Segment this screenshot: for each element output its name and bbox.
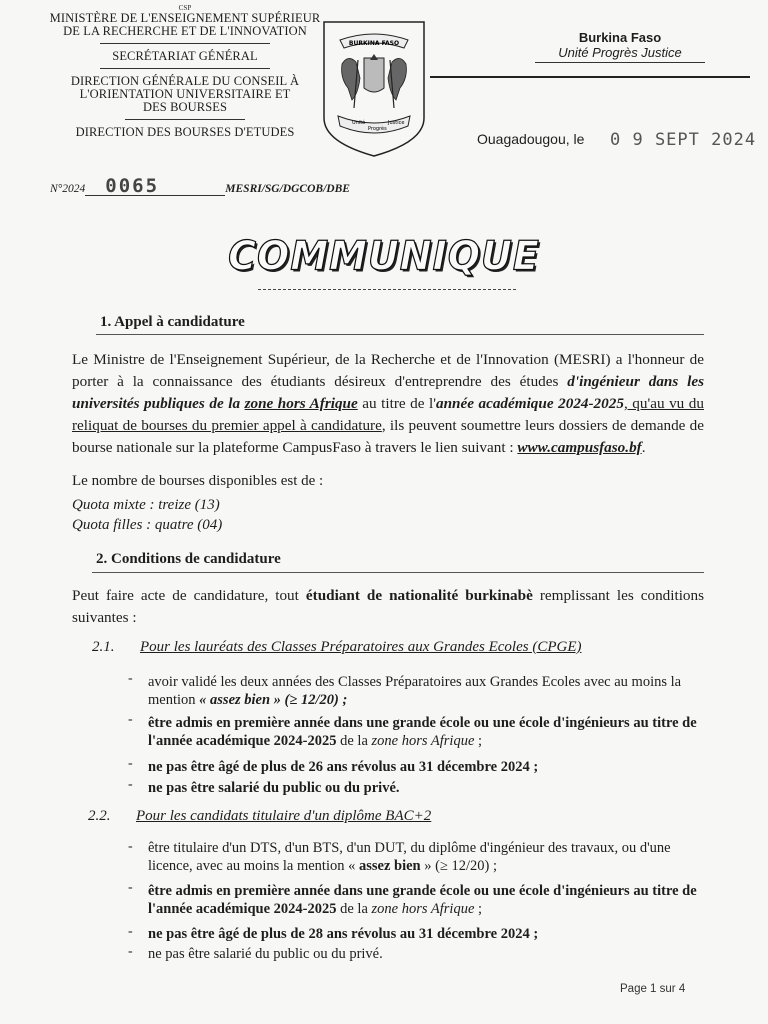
ref-number-stamp: 0065: [105, 175, 160, 197]
csp-mark: CSP: [178, 4, 192, 12]
crest-banner: BURKINA FASO: [348, 40, 400, 47]
bourses-count-intro: Le nombre de bourses disponibles est de :: [72, 473, 324, 489]
header-separator-3: [125, 119, 245, 120]
header-separator-2: [100, 68, 270, 69]
section-1-paragraph: Le Ministre de l'Enseignement Supérieur, de la Recherche et de l'Innovation (MESRI) a l'honneur de porter à la connaissance des étudiants désireux d'entreprendre des études d'ingénieur dans les universités publiques de la zone hors Afrique au titre de l'année académique 2024-2025, qu'au vu du reliquat de bourses du premier appel à candidature, ils peuvent soumettre leurs dossiers de demande de bourse nationale sur la plateforme CampusFaso à travers le lien suivant : www.campusfaso.bf.: [72, 351, 705, 456]
cpge-condition-3: ne pas être âgé de plus de 26 ans révolus au 31 décembre 2024 ;: [148, 759, 539, 775]
republic-header: [535, 30, 705, 63]
quota-mixte: Quota mixte : treize (13): [72, 497, 220, 513]
bac2-condition-3: ne pas être âgé de plus de 28 ans révolus au 31 décembre 2024 ;: [148, 926, 539, 942]
sub-direction: DIRECTION DES BOURSES D'ETUDES: [75, 125, 295, 139]
ministry-line-2: DE LA RECHERCHE ET DE L'INNOVATION: [63, 24, 307, 38]
coat-of-arms-icon: [318, 18, 430, 160]
section-1-heading: 1. Appel à candidature: [100, 314, 245, 330]
subsection-2-2-title: Pour les candidats titulaire d'un diplôme BAC+2: [136, 808, 432, 824]
bac2-condition-2: être admis en première année dans une grande école ou une école d'ingénieurs au titre de l'année académique 2024-2025 de la zone hors Afrique ;: [148, 883, 697, 917]
quota-filles: Quota filles : quatre (04): [72, 517, 223, 533]
direction-line-1: DIRECTION GÉNÉRALE DU CONSEIL À: [70, 74, 300, 88]
campusfaso-link[interactable]: www.campusfaso.bf: [517, 439, 642, 456]
bac2-condition-1: être titulaire d'un DTS, d'un BTS, d'un DUT, du diplôme d'ingénieur des travaux, ou d'une licence, avec au moins la mention « assez bien » (≥ 12/20) ;: [148, 840, 671, 874]
ministry-line-1: MINISTÈRE DE L'ENSEIGNEMENT SUPÉRIEUR: [49, 11, 321, 25]
crest-ribbon-2: Progrès: [368, 126, 387, 132]
cpge-condition-1: avoir validé les deux années des Classes Préparatoires aux Grandes Ecoles avec au moins la mention « assez bien » (≥ 12/20) ;: [148, 674, 682, 708]
crest-ribbon-3: Justice: [388, 120, 405, 126]
section-1-rule: [96, 334, 704, 335]
section-2-heading: 2. Conditions de candidature: [96, 551, 281, 567]
section-2-intro: Peut faire acte de candidature, tout étudiant de nationalité burkinabè remplissant les conditions suivantes :: [72, 587, 705, 626]
subsection-2-1-number: 2.1.: [92, 639, 115, 655]
subsection-2-1-title: Pour les lauréats des Classes Préparatoires aux Grandes Ecoles (CPGE): [140, 639, 582, 655]
date-stamp: 0 9 SEPT 2024: [610, 130, 757, 150]
cpge-condition-2: être admis en première année dans une grande école ou une école d'ingénieurs au titre de l'année académique 2024-2025 de la zone hors Afrique ;: [148, 715, 697, 749]
page-number: Page 1 sur 4: [620, 983, 686, 995]
ref-prefix: N°2024: [50, 183, 86, 195]
country-name: Burkina Faso: [578, 30, 662, 45]
document-title: COMMUNIQUE: [228, 232, 540, 280]
reference-number: [50, 175, 350, 197]
location-date-label: Ouagadougou, le: [477, 131, 585, 147]
ref-suffix: MESRI/SG/DGCOB/DBE: [225, 183, 350, 195]
subsection-2-2-number: 2.2.: [88, 808, 111, 824]
country-motto: Unité Progrès Justice: [535, 45, 705, 63]
secretariat: SECRÉTARIAT GÉNÉRAL: [112, 49, 258, 63]
ministry-header: [20, 4, 350, 139]
cpge-condition-4: ne pas être salarié du public ou du privé.: [148, 780, 400, 796]
header-rule: [430, 76, 750, 78]
direction-line-3: DES BOURSES: [142, 100, 228, 114]
header-separator: [100, 43, 270, 44]
crest-ribbon-1: Unité: [352, 120, 366, 126]
section-2-rule: [92, 572, 704, 573]
direction-line-2: L'ORIENTATION UNIVERSITAIRE ET: [79, 87, 291, 101]
title-underline: [258, 289, 516, 290]
bac2-condition-4: ne pas être salarié du public ou du privé.: [148, 946, 383, 962]
ref-number-field: [85, 175, 225, 197]
